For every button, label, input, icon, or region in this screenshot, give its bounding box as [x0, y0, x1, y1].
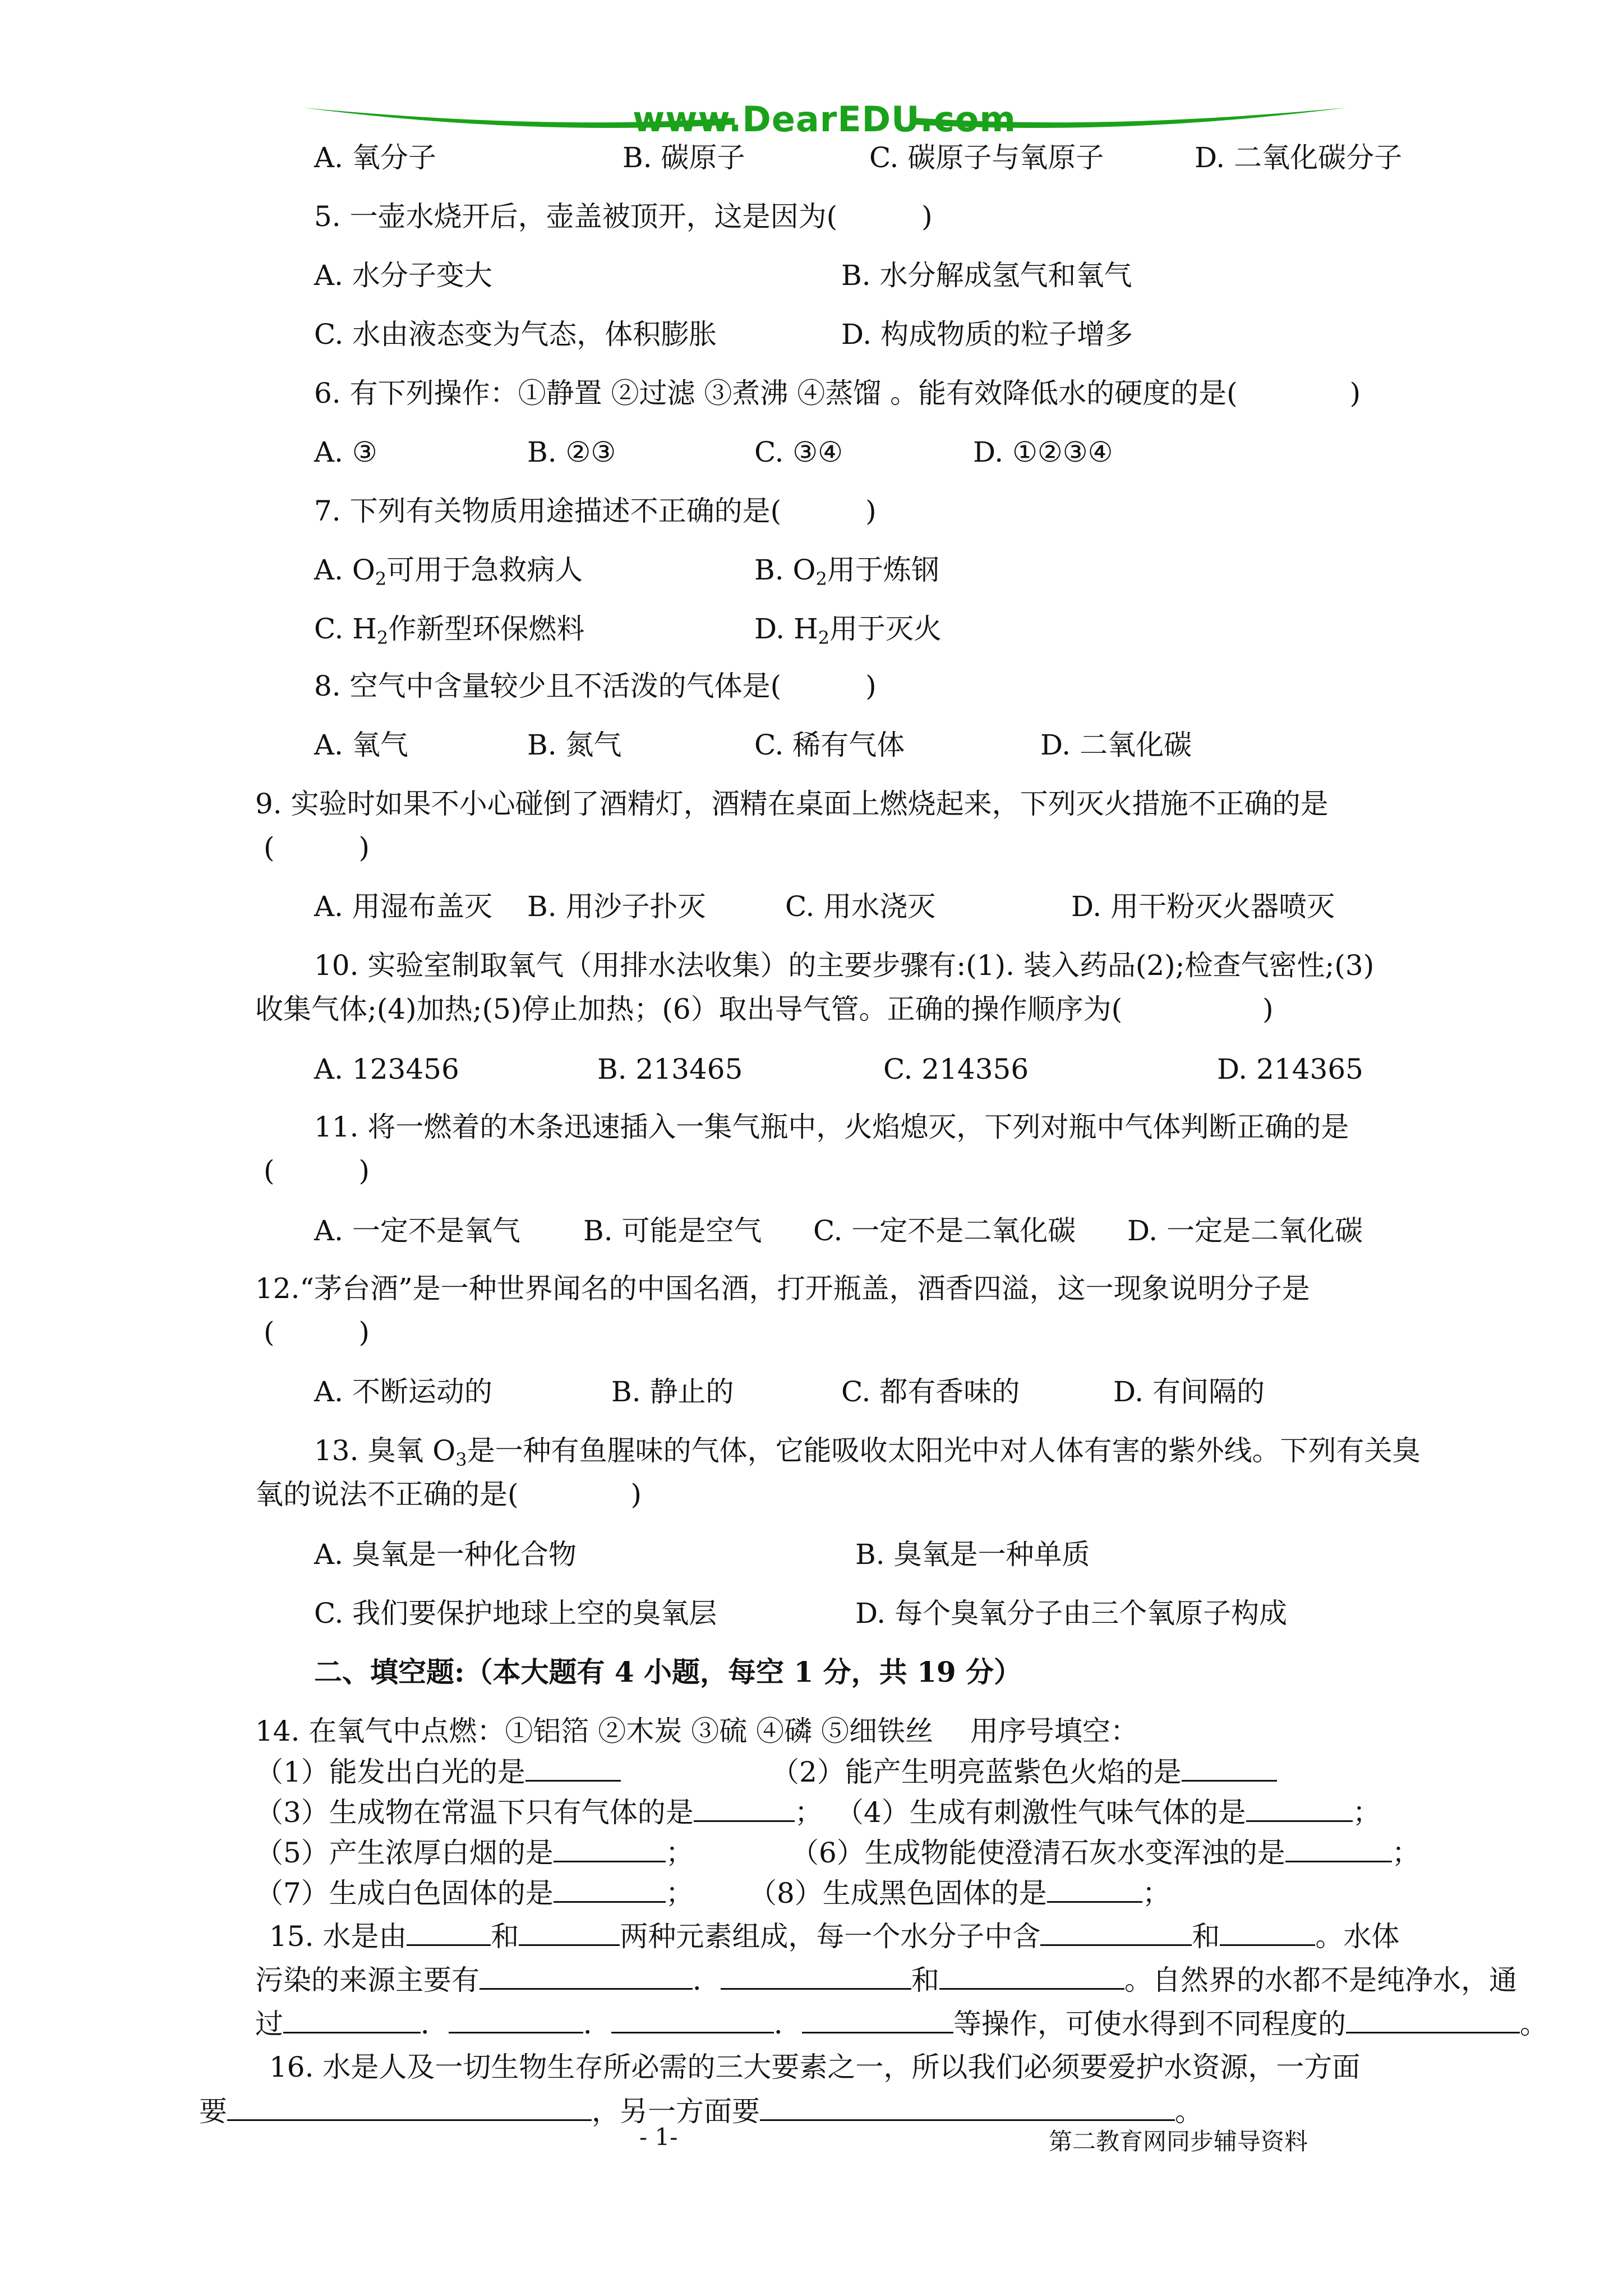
q13-stem-line1: 13. 臭氧 $O_3$是一种有鱼腥味的气体，它能吸收太阳光中对人体有害的紫外线。下列有关臭 — [314, 1434, 1421, 1470]
q11-option-c: C. 一定不是二氧化碳 — [813, 1214, 1076, 1247]
q12-answer-paren: ( ) — [264, 1316, 370, 1349]
q11-option-b: B. 可能是空气 — [583, 1214, 762, 1247]
q14-item-2: （2）能产生明亮蓝紫色火焰的是 — [771, 1754, 1277, 1789]
q9-option-c: C. 用水浇灭 — [785, 890, 936, 923]
site-logo-text: www.DearEDU.com — [632, 99, 1016, 140]
q4-option-d: D. 二氧化碳分子 — [1195, 141, 1403, 174]
q13-stem-line2: 氧的说法不正确的是( ) — [255, 1478, 642, 1511]
page-number: - 1- — [639, 2123, 678, 2151]
q8-option-c: C. 稀有气体 — [754, 729, 905, 761]
q10-stem-line2: 收集气体;(4)加热;(5)停止加热；(6）取出导气管。正确的操作顺序为( ) — [255, 993, 1274, 1025]
q15-line3: 过 ． ． ． 等操作，可使水得到不同程度的 。 — [255, 2006, 1548, 2041]
q7-option-c: C. $H_2$作新型环保燃料 — [314, 613, 585, 648]
q6-option-a: A. ③ — [314, 436, 377, 468]
q7-option-b: B. $O_2$用于炼钢 — [754, 554, 939, 590]
q14-item-1: （1）能发出白光的是 — [255, 1754, 621, 1789]
q13-option-c: C. 我们要保护地球上空的臭氧层 — [314, 1597, 717, 1630]
q12-stem: 12.“茅台酒”是一种世界闻名的中国名酒，打开瓶盖，酒香四溢，这一现象说明分子是 — [255, 1272, 1310, 1305]
q10-option-d: D. 214365 — [1217, 1053, 1363, 1085]
q9-answer-paren: ( ) — [264, 831, 370, 864]
q8-option-d: D. 二氧化碳 — [1040, 729, 1192, 761]
q15-line1: 15. 水是由 和 两种元素组成，每一个水分子中含 和 。水体 — [269, 1918, 1399, 1954]
q9-stem: 9. 实验时如果不小心碰倒了酒精灯，酒精在桌面上燃烧起来，下列灭火措施不正确的是 — [255, 788, 1329, 820]
q8-stem: 8. 空气中含量较少且不活泼的气体是( ) — [314, 670, 877, 702]
q5-option-d: D. 构成物质的粒子增多 — [841, 318, 1133, 351]
q10-option-b: B. 213465 — [597, 1053, 743, 1085]
q11-option-a: A. 一定不是氧气 — [314, 1214, 520, 1247]
q4-option-c: C. 碳原子与氧原子 — [869, 141, 1104, 174]
q9-option-a: A. 用湿布盖灭 — [314, 890, 492, 923]
q12-option-d: D. 有间隔的 — [1113, 1375, 1265, 1408]
q11-answer-paren: ( ) — [264, 1154, 370, 1187]
q8-option-a: A. 氧气 — [314, 729, 408, 761]
q9-option-d: D. 用干粉灭火器喷灭 — [1071, 890, 1335, 923]
q6-option-b: B. ②③ — [527, 436, 616, 468]
q6-option-d: D. ①②③④ — [973, 436, 1113, 468]
q5-option-c: C. 水由液态变为气态，体积膨胀 — [314, 318, 717, 351]
q4-option-b: B. 碳原子 — [623, 141, 745, 174]
q6-option-c: C. ③④ — [754, 436, 843, 468]
q14-item-4: （4）生成有刺激性气味气体的是 ； — [836, 1795, 1381, 1830]
q12-option-b: B. 静止的 — [611, 1375, 734, 1408]
q9-option-b: B. 用沙子扑灭 — [527, 890, 706, 923]
q16-line1: 16. 水是人及一切生物生存所必需的三大要素之一，所以我们必须要爱护水资源，一方面 — [269, 2051, 1361, 2083]
q7-option-a: A. $O_2$可用于急救病人 — [314, 554, 583, 590]
q11-stem: 11. 将一燃着的木条迅速插入一集气瓶中，火焰熄灭，下列对瓶中气体判断正确的是 — [314, 1111, 1349, 1143]
q7-stem: 7. 下列有关物质用途描述不正确的是( ) — [314, 495, 877, 527]
section-heading-fill-in: 二、填空题:（本大题有 4 小题，每空 1 分，共 19 分） — [314, 1655, 1022, 1688]
q14-item-7: （7）生成白色固体的是 ； — [255, 1875, 694, 1911]
q10-option-a: A. 123456 — [314, 1053, 459, 1085]
q4-option-a: A. 氧分子 — [314, 141, 436, 174]
q14-item-3: （3）生成物在常温下只有气体的是 ； — [255, 1795, 823, 1830]
q16-line2: 要 ，另一方面要 。 — [199, 2093, 1203, 2129]
q14-item-5: （5）产生浓厚白烟的是 ； — [255, 1835, 694, 1870]
site-header — [303, 95, 1346, 140]
q8-option-b: B. 氮气 — [527, 729, 622, 761]
q14-item-6: （6）生成物能使澄清石灰水变浑浊的是 ； — [791, 1835, 1420, 1870]
q7-option-d: D. $H_2$用于灭火 — [754, 613, 942, 648]
q6-stem: 6. 有下列操作：①静置 ②过滤 ③煮沸 ④蒸馏 。能有效降低水的硬度的是( ) — [314, 377, 1361, 409]
q13-option-a: A. 臭氧是一种化合物 — [314, 1538, 577, 1571]
q12-option-c: C. 都有香味的 — [841, 1375, 1020, 1408]
footer-source-label: 第二教育网同步辅导资料 — [1049, 2128, 1308, 2155]
q14-item-8: （8）生成黑色固体的是 ； — [749, 1875, 1170, 1911]
q5-option-b: B. 水分解成氢气和氧气 — [841, 259, 1132, 292]
q12-option-a: A. 不断运动的 — [314, 1375, 492, 1408]
q13-option-b: B. 臭氧是一种单质 — [855, 1538, 1090, 1571]
q10-option-c: C. 214356 — [883, 1053, 1029, 1085]
q5-option-a: A. 水分子变大 — [314, 259, 492, 292]
q11-option-d: D. 一定是二氧化碳 — [1127, 1214, 1363, 1247]
q14-stem: 14. 在氧气中点燃：①铝箔 ②木炭 ③硫 ④磷 ⑤细铁丝 用序号填空： — [255, 1715, 1138, 1747]
q15-line2: 污染的来源主要有 ． 和 。自然界的水都不是纯净水，通 — [255, 1962, 1517, 1998]
q10-stem-line1: 10. 实验室制取氧气（用排水法收集）的主要步骤有:(1). 装入药品(2);检查气密性;(3) — [314, 949, 1375, 982]
q5-stem: 5. 一壶水烧开后，壶盖被顶开，这是因为( ) — [314, 200, 933, 233]
q13-option-d: D. 每个臭氧分子由三个氧原子构成 — [855, 1597, 1288, 1630]
